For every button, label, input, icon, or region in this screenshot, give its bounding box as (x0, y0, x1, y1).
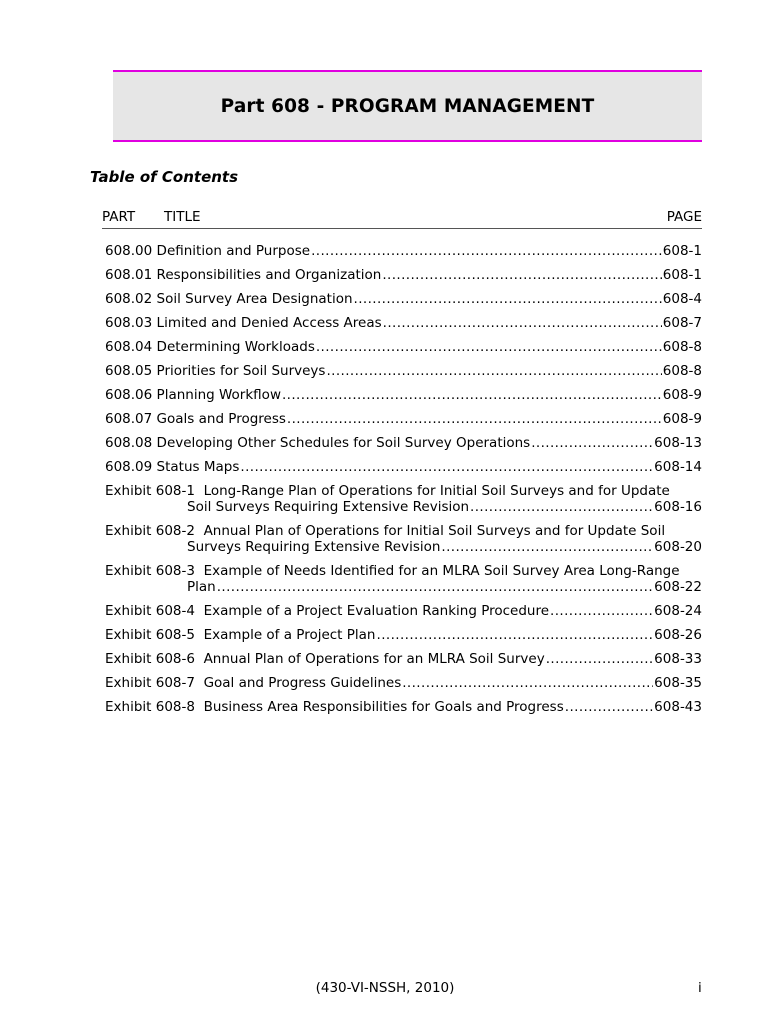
toc-dot-leader (546, 651, 653, 667)
footer-page-number: i (698, 980, 702, 996)
toc-entry-page: 608-14 (654, 459, 702, 475)
toc-entry[interactable] (105, 603, 702, 619)
toc-entry-line (105, 579, 702, 595)
column-title-label: TITLE (164, 209, 201, 225)
toc-dot-leader (402, 675, 653, 691)
toc-entry-line (105, 627, 702, 643)
toc-entry-title: Goals and Progress (156, 411, 286, 427)
toc-entry-page: 608-43 (654, 699, 702, 715)
toc-entry[interactable] (105, 243, 702, 259)
toc-entry[interactable] (105, 459, 702, 475)
toc-entry-title: Plan (187, 579, 216, 595)
toc-entry-line (105, 675, 702, 691)
toc-entry-title: Developing Other Schedules for Soil Survey Operations (156, 435, 531, 451)
toc-entry-title: Example of Needs Identified for an MLRA Soil Survey Area Long-Range (203, 563, 680, 579)
toc-entry[interactable] (105, 411, 702, 427)
toc-entry-page: 608-22 (654, 579, 702, 595)
toc-entry-line (105, 315, 702, 331)
toc-entry-page: 608-26 (654, 627, 702, 643)
toc-entry-page: 608-9 (662, 387, 702, 403)
toc-entry-title: Soil Surveys Requiring Extensive Revision (187, 499, 470, 515)
toc-entry-page: 608-13 (654, 435, 702, 451)
toc-entry-page: 608-8 (662, 339, 702, 355)
toc-entry-title: Example of a Project Evaluation Ranking Procedure (203, 603, 550, 619)
toc-entry[interactable] (105, 627, 702, 643)
toc-dot-leader (326, 363, 661, 379)
toc-entry-number: 608.04 (105, 339, 153, 355)
toc-list (105, 243, 702, 723)
toc-entry-title: Annual Plan of Operations for an MLRA Soil Survey (203, 651, 545, 667)
toc-entry-line (105, 483, 702, 499)
toc-entry-number: 608.02 (105, 291, 153, 307)
toc-entry[interactable] (105, 651, 702, 667)
toc-dot-leader (217, 579, 653, 595)
toc-entry-line (105, 363, 702, 379)
toc-entry-page: 608-8 (662, 363, 702, 379)
title-banner (113, 70, 702, 142)
toc-dot-leader (550, 603, 653, 619)
toc-dot-leader (383, 315, 662, 331)
toc-entry-page: 608-20 (654, 539, 702, 555)
toc-entry-number: 608.06 (105, 387, 153, 403)
toc-entry-line (105, 523, 702, 539)
toc-entry-title: Long-Range Plan of Operations for Initial Soil Surveys and for Update (203, 483, 670, 499)
toc-entry-line (105, 243, 702, 259)
toc-entry-line (105, 267, 702, 283)
toc-entry-title: Definition and Purpose (156, 243, 311, 259)
toc-entry-number: Exhibit 608-5 (105, 627, 195, 643)
toc-entry[interactable] (105, 267, 702, 283)
toc-entry-line (105, 563, 702, 579)
toc-entry[interactable] (105, 387, 702, 403)
toc-dot-leader (382, 267, 661, 283)
toc-entry-line (105, 435, 702, 451)
toc-entry-number: 608.08 (105, 435, 153, 451)
toc-entry-line (105, 459, 702, 475)
toc-entry[interactable] (105, 315, 702, 331)
toc-entry-line (105, 411, 702, 427)
toc-dot-leader (565, 699, 653, 715)
toc-entry[interactable] (105, 523, 702, 555)
toc-entry-title: Status Maps (156, 459, 240, 475)
toc-entry-title: Annual Plan of Operations for Initial Soil Surveys and for Update Soil (203, 523, 666, 539)
toc-entry[interactable] (105, 291, 702, 307)
toc-entry-number: Exhibit 608-3 (105, 563, 195, 579)
toc-entry-title: Priorities for Soil Surveys (156, 363, 326, 379)
toc-entry-title: Determining Workloads (156, 339, 315, 355)
toc-entry[interactable] (105, 699, 702, 715)
toc-entry-page: 608-1 (662, 267, 702, 283)
toc-entry-line (105, 387, 702, 403)
toc-entry-title: Soil Survey Area Designation (156, 291, 353, 307)
toc-entry-page: 608-4 (662, 291, 702, 307)
toc-entry[interactable] (105, 339, 702, 355)
toc-entry-title: Surveys Requiring Extensive Revision (187, 539, 441, 555)
toc-entry-line (105, 699, 702, 715)
toc-entry-line (105, 499, 702, 515)
toc-entry-number: Exhibit 608-7 (105, 675, 195, 691)
toc-entry-number: 608.03 (105, 315, 153, 331)
toc-entry-number: 608.09 (105, 459, 153, 475)
toc-dot-leader (377, 627, 654, 643)
toc-entry-number: Exhibit 608-6 (105, 651, 195, 667)
toc-dot-leader (311, 243, 662, 259)
toc-heading: Table of Contents (90, 168, 239, 186)
toc-dot-leader (441, 539, 653, 555)
footer-document-id: (430-VI-NSSH, 2010) (315, 980, 455, 996)
toc-entry-line (105, 651, 702, 667)
column-page-label: PAGE (666, 209, 702, 225)
toc-dot-leader (531, 435, 653, 451)
toc-column-header (102, 209, 702, 229)
toc-entry-number: 608.05 (105, 363, 153, 379)
toc-entry-page: 608-9 (662, 411, 702, 427)
toc-entry-page: 608-24 (654, 603, 702, 619)
toc-entry[interactable] (105, 563, 702, 595)
toc-dot-leader (316, 339, 662, 355)
toc-entry-line (105, 603, 702, 619)
toc-entry-number: Exhibit 608-2 (105, 523, 195, 539)
toc-dot-leader (470, 499, 653, 515)
column-part-label: PART (102, 209, 136, 225)
toc-entry-page: 608-35 (654, 675, 702, 691)
toc-entry-title: Planning Workflow (156, 387, 281, 403)
toc-entry-line (105, 291, 702, 307)
toc-entry-line (105, 539, 702, 555)
toc-dot-leader (282, 387, 662, 403)
toc-entry-page: 608-1 (662, 243, 702, 259)
toc-entry[interactable] (105, 483, 702, 515)
toc-entry-page: 608-33 (654, 651, 702, 667)
toc-entry[interactable] (105, 435, 702, 451)
toc-entry[interactable] (105, 363, 702, 379)
toc-entry[interactable] (105, 675, 702, 691)
toc-entry-number: 608.00 (105, 243, 153, 259)
toc-entry-page: 608-7 (662, 315, 702, 331)
toc-entry-number: Exhibit 608-4 (105, 603, 195, 619)
toc-entry-number: 608.07 (105, 411, 153, 427)
toc-entry-number: Exhibit 608-1 (105, 483, 195, 499)
toc-entry-title: Responsibilities and Organization (156, 267, 382, 283)
toc-entry-number: Exhibit 608-8 (105, 699, 195, 715)
toc-entry-title: Business Area Responsibilities for Goals and Progress (203, 699, 564, 715)
toc-dot-leader (287, 411, 662, 427)
toc-dot-leader (354, 291, 662, 307)
toc-entry-title: Limited and Denied Access Areas (156, 315, 382, 331)
toc-entry-title: Example of a Project Plan (203, 627, 376, 643)
page-title: Part 608 - PROGRAM MANAGEMENT (220, 95, 595, 117)
toc-entry-line (105, 339, 702, 355)
toc-entry-page: 608-16 (654, 499, 702, 515)
toc-dot-leader (240, 459, 653, 475)
toc-entry-number: 608.01 (105, 267, 153, 283)
toc-entry-title: Goal and Progress Guidelines (203, 675, 402, 691)
